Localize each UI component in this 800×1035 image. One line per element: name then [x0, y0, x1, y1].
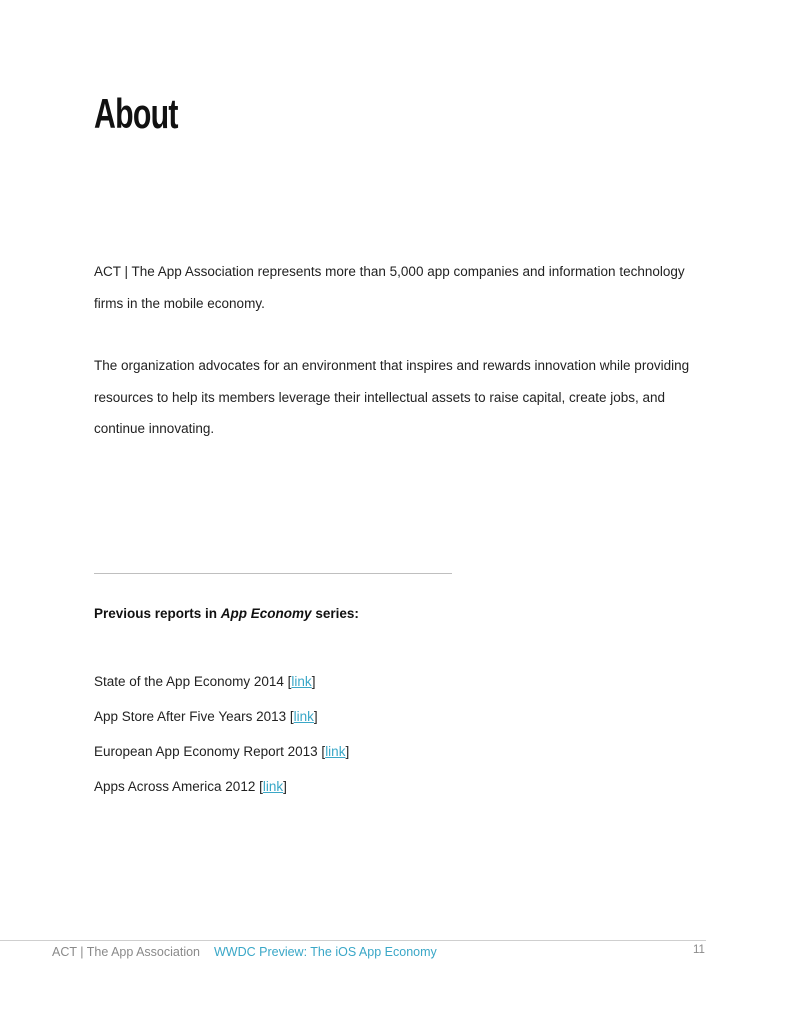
report-link[interactable]: link [325, 744, 346, 759]
report-link[interactable]: link [291, 674, 312, 689]
series-heading-prefix: Previous reports in [94, 606, 221, 621]
series-heading [94, 606, 359, 621]
report-link[interactable]: link [262, 779, 284, 794]
page-title: About [94, 90, 178, 137]
about-paragraph-2: The organization advocates for an environment that inspires and rewards innovation while providing resources to help its members leverage their intellectual assets to raise capital, create jobs, and continue innovating. [94, 358, 690, 436]
about-paragraph-1: ACT | The App Association represents more than 5,000 app companies and information technology firms in the mobile economy. [94, 264, 685, 311]
section-divider [94, 573, 452, 574]
report-item [94, 743, 349, 778]
report-link[interactable]: link [293, 709, 314, 724]
close-bracket: ] [311, 674, 316, 689]
open-bracket: [ [289, 709, 294, 724]
series-heading-italic: App Economy [220, 606, 312, 621]
report-title: App Store After Five Years 2013 [94, 709, 287, 724]
footer-rule [0, 940, 706, 941]
open-bracket: [ [321, 744, 326, 759]
close-bracket: ] [313, 709, 318, 724]
footer-organization: ACT | The App Association [52, 945, 201, 959]
report-list [94, 673, 349, 813]
footer-document-title: WWDC Preview: The iOS App Economy [214, 945, 437, 959]
report-title: Apps Across America 2012 [94, 779, 256, 794]
open-bracket: [ [259, 779, 263, 794]
close-bracket: ] [283, 779, 287, 794]
open-bracket: [ [287, 674, 292, 689]
report-item [94, 708, 349, 743]
report-title: European App Economy Report 2013 [94, 744, 318, 759]
series-heading-suffix: series: [311, 606, 359, 621]
report-item [94, 673, 349, 708]
report-item [94, 778, 349, 813]
close-bracket: ] [345, 744, 350, 759]
page-number: 11 [693, 944, 705, 956]
report-title: State of the App Economy 2014 [94, 674, 284, 689]
